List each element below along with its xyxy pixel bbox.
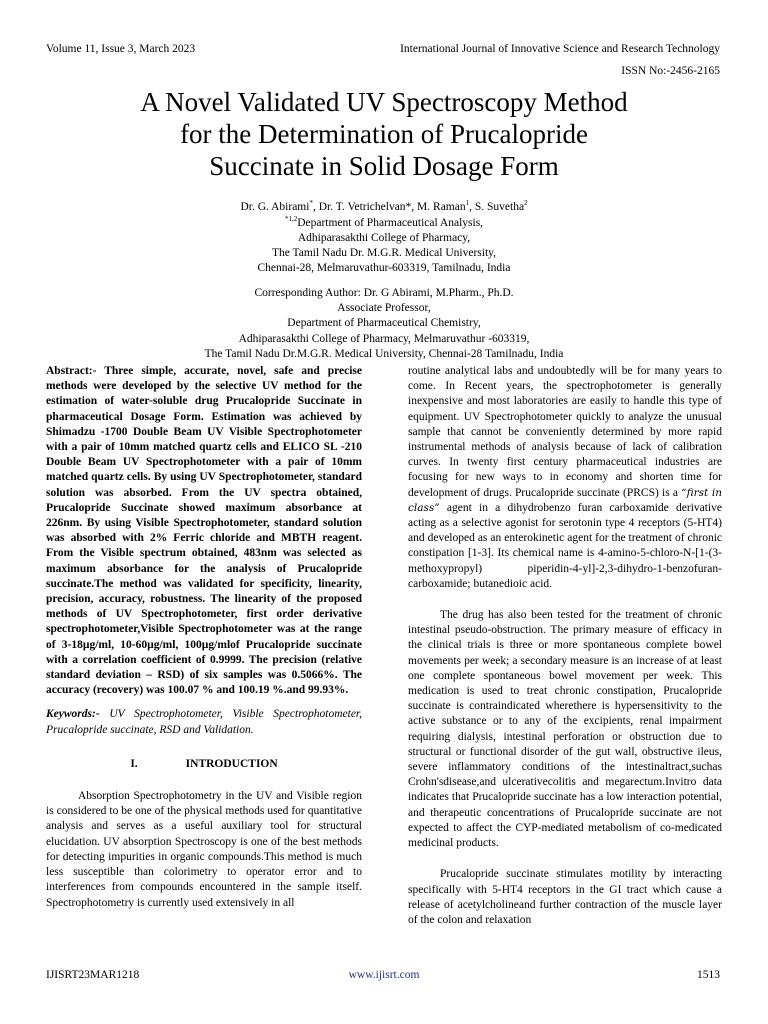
volume-info: Volume 11, Issue 3, March 2023: [46, 43, 196, 55]
body-paragraph: The drug has also been tested for the treatment of chronic intestinal pseudo-obstruction. The primary measure of efficacy in the clinical trials is three or more spontaneous complete bowel movements per week; a secondary measure is an increase of at least one complete spontaneous bowel movement per week. This medication is used to treat chronic constipation, Prucalopride succinate is contraindicated wherethere is hypersensitivity to the active substance or to any of the excipients, renal impairment requiring dialysis, intestinal perforation or obstruction due to structural or functional disorder of the gut wall, obstructive ileus, severe inflammatory conditions of the intestinaltract,suchas Crohn'sdisease,and ulcerativecolitis and megarectum.Invitro data indicates that Prucalopride succinate has a low interaction potential, and therapeutic concentrations of Prucalopride succinate are not expected to affect the CYP-mediated metabolism of co-medicated medicinal products.: [408, 609, 722, 850]
intro-paragraph: Absorption Spectrophotometry in the UV and Visible region is considered to be one of the physical methods used for quantitative analysis and serves as a useful auxiliary tool for structural elucidation. UV absorption Spectroscopy is one of the best methods for detecting impurities in organic compounds.This method is much less susceptible than colorimetry to operator error and to interferences from compounds encountered in the sample itself. Spectrophotometry is currently used extensively in all: [46, 790, 362, 909]
author-name: , S. Suvetha: [469, 200, 525, 213]
issn: ISSN No:-2456-2165: [621, 65, 720, 77]
page-number: 1513: [697, 969, 720, 981]
paragraph-text: agent in a dihydrobenzo furan carboxamide derivative acting as a selective agonist for serotonin type 4 receptors (5-HT4) and developed as an enterokinetic agent for the treatment of chronic constipation [1-3]. Its chemical name is 4-amino-5-chloro-N-[1-(3-methoxypropyl) piperidin-4-yl]-2,3-dihydro-1-benzofuran-carboxamide; butanedioic acid.: [408, 501, 722, 590]
affiliation-line: Adhiparasakthi College of Pharmacy,: [297, 231, 471, 244]
affiliation: [0, 212, 768, 276]
author-marker: 1: [465, 199, 470, 207]
left-column: [46, 364, 362, 911]
affiliation-marker: *1,2: [284, 215, 298, 223]
title-line: Succinate in Solid Dosage Form: [209, 151, 559, 181]
affiliation-line: Chennai-28, Melmaruvathur-603319, Tamilnadu, India: [257, 261, 511, 274]
corresponding-line: Department of Pharmaceutical Chemistry,: [287, 317, 481, 330]
abstract: Abstract:- Three simple, accurate, novel, safe and precise methods were developed by the selective UV method for the estimation of water-soluble drug Prucalopride Succinate in pharmaceutical Dosage Form. Estimation was achieved by Shimadzu -1700 Double Beam UV Visible Spectrophotometer with a pair of 10mm matched quartz cells and ELICO SL -210 Double Beam UV Spectrophotometer with a pair of 10mm matched quartz cells. By using UV Spectrophotometer, standard solution was absorbed. From the UV spectra obtained, Prucalopride Succinate showed maximum absorbance at 226nm. By using Visible Spectrophotometer, standard solution was absorbed with 2% Ferric chloride and MBTH reagent. From the Visible spectrum obtained, 483nm was selected as maximum absorbance for the analysis of Prucalopride succinate.The method was validated for specificity, linearity, precision, accuracy, robustness. The linearity of the proposed methods of UV Spectrophotometer, first order derivative spectrophotometer,Visible Spectrophotometer was at the range of 3-18µg/ml, 10-60µg/ml, 100µg/mlof Prucalopride succinate with a correlation coefficient of 0.9999. The precision (relative standard deviation – RSD) of six samples was 0.5066%. The accuracy (recovery) was 100.07 % and 100.19 %.and 99.93%.: [46, 365, 362, 697]
right-column: [408, 364, 722, 928]
section-heading: [46, 757, 362, 772]
journal-name: International Journal of Innovative Science and Research Technology: [400, 43, 720, 55]
journal-website-link[interactable]: www.ijisrt.com: [348, 969, 420, 981]
keywords-text: UV Spectrophotometer, Visible Spectrophotometer, Prucalopride succinate, RSD and Validation.: [46, 708, 362, 736]
corresponding-line: Adhiparasakthi College of Pharmacy, Melmaruvathur -603319,: [238, 332, 530, 345]
title-line: A Novel Validated UV Spectroscopy Method: [140, 87, 628, 117]
paper-title: [60, 86, 708, 182]
author-name: , Dr. T. Vetrichelvan*, M. Raman: [312, 200, 466, 213]
author-marker: 2: [524, 199, 528, 207]
section-title: INTRODUCTION: [185, 757, 278, 770]
corresponding-author: [0, 286, 768, 362]
title-line: for the Determination of Prucalopride: [180, 119, 588, 149]
paragraph-text: routine analytical labs and undoubtedly will be for many years to come. In Recent years, the spectrophotometer is generally inexpensive and most laboratories are easily to handle this type of equipment. UV Spectrophotometer quickly to analyze the unusual sample that cannot be conveniently determined by more rapid instrumental methods of analysis because of lack of calibration curves. In twenty first century pharmaceutical industries are focusing for new ways to in economy and shorten time for development of drugs. Prucalopride succinate (PRCS) is a: [408, 365, 722, 499]
body-paragraph: [408, 364, 722, 592]
keywords: [46, 707, 362, 737]
paper-id: IJISRT23MAR1218: [46, 969, 140, 981]
corresponding-line: Associate Professor,: [337, 302, 431, 315]
first-in-class-phrase: “first in class”: [408, 486, 722, 514]
keywords-label: Keywords:-: [46, 708, 100, 721]
author-name: Dr. G. Abirami: [240, 200, 310, 213]
affiliation-line: Department of Pharmaceutical Analysis,: [297, 216, 484, 229]
author-marker: *: [309, 199, 313, 207]
body-paragraph: Prucalopride succinate stimulates motility by interacting specifically with 5-HT4 receptors in the GI tract which cause a release of acetylcholineand further contraction of the muscle layer of the colon and relaxation: [408, 868, 722, 926]
corresponding-line: The Tamil Nadu Dr.M.G.R. Medical University, Chennai-28 Tamilnadu, India: [204, 347, 564, 360]
corresponding-line: Corresponding Author: Dr. G Abirami, M.Pharm., Ph.D.: [254, 287, 514, 299]
affiliation-line: The Tamil Nadu Dr. M.G.R. Medical University,: [271, 246, 497, 259]
section-number: I.: [130, 757, 138, 770]
